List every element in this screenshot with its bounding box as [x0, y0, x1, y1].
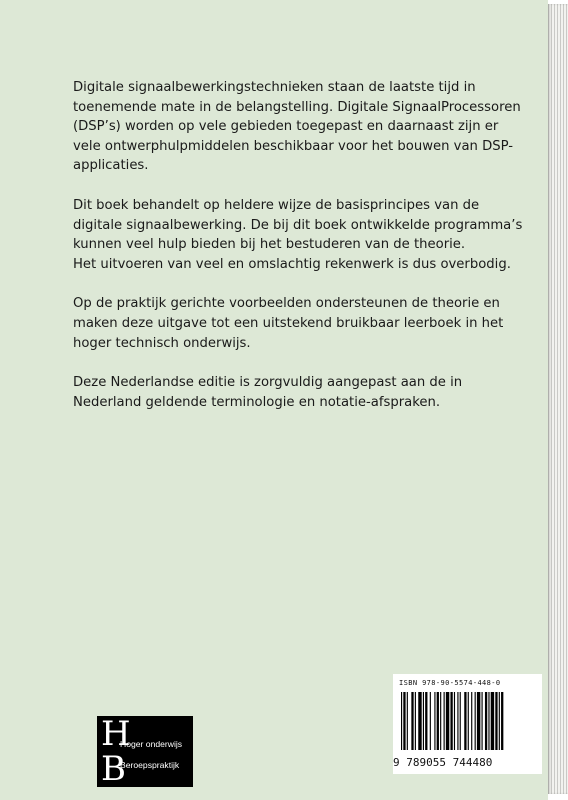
barcode-bar	[485, 692, 487, 750]
barcode-bar	[401, 692, 402, 750]
barcode-bars	[397, 692, 538, 754]
text-line: (DSP’s) worden op vele gebieden toegepast en daarnaast zijn er	[73, 119, 499, 135]
barcode-bar	[446, 692, 449, 750]
text-line: applicaties.	[73, 158, 149, 174]
text-line: maken deze uitgave tot een uitstekend bruikbaar leerboek in het	[73, 315, 504, 331]
barcode-digits: 9 789055 744480	[393, 756, 493, 769]
text-line: Nederland geldende terminologie en notatie-afspraken.	[73, 394, 441, 410]
barcode-bar	[450, 692, 452, 750]
barcode-bar	[482, 692, 483, 750]
barcode-bar	[491, 692, 494, 750]
text-line: hoger technisch onderwijs.	[73, 335, 251, 351]
text-line: toenemende mate in de belangstelling. Digitale SignaalProcessoren	[73, 99, 521, 115]
logo-line-1: Hoger onderwijs	[120, 739, 183, 749]
barcode-bar	[454, 692, 455, 750]
text-line: Op de praktijk gerichte voorbeelden ondersteunen de theorie en	[73, 296, 500, 312]
barcode-bar	[411, 692, 413, 750]
blurb-paragraph-3	[73, 294, 518, 353]
barcode-bar	[418, 692, 421, 750]
barcode-bar	[501, 692, 503, 750]
barcode-bar	[475, 692, 476, 750]
barcode-bar	[434, 692, 435, 750]
blurb-paragraph-2	[73, 196, 523, 274]
barcode-bar	[495, 692, 497, 750]
barcode-bar	[440, 692, 441, 750]
barcode-bar	[488, 692, 489, 750]
blurb-paragraph-4	[73, 373, 518, 412]
blurb-text	[73, 78, 523, 432]
barcode-bar	[403, 692, 405, 750]
barcode-bar	[444, 692, 445, 750]
barcode-bar	[477, 692, 480, 750]
barcode-bar	[430, 692, 431, 750]
barcode-bar	[468, 692, 469, 750]
blurb-paragraph-1	[73, 78, 521, 176]
page-edges	[548, 4, 568, 794]
publisher-logo	[97, 716, 193, 787]
text-line: Digitale signaalbewerkingstechnieken staan de laatste tijd in	[73, 80, 476, 95]
barcode-bar	[460, 692, 461, 750]
barcode-bar	[407, 692, 408, 750]
barcode-bar	[457, 692, 458, 750]
isbn-barcode	[393, 674, 542, 774]
text-line: kunnen veel hulp bieden bij het bestuderen van de theorie.	[73, 237, 466, 253]
text-line: vele ontwerphulpmiddelen beschikbaar voor het bouwen van DSP-	[73, 138, 514, 154]
text-line: Dit boek behandelt op heldere wijze de basisprincipes van de	[73, 197, 480, 213]
barcode-bar	[464, 692, 466, 750]
text-line: digitale signaalbewerking. De bij dit boek ontwikkelde programma’s	[73, 217, 523, 233]
barcode-bar	[425, 692, 427, 750]
logo-line-2: Beroepspraktijk	[120, 760, 180, 770]
barcode-bar	[471, 692, 472, 750]
barcode-bar	[423, 692, 424, 750]
logo-letter-h: H	[101, 714, 131, 754]
barcode-bar	[415, 692, 416, 750]
barcode-bar	[499, 692, 500, 750]
logo-letter-b: B	[101, 749, 126, 789]
text-line: Het uitvoeren van veel en omslachtig rekenwerk is dus overbodig.	[73, 256, 511, 272]
isbn-label: ISBN 978-90-5574-448-0	[399, 679, 501, 687]
barcode-bar	[437, 692, 439, 750]
text-line: Deze Nederlandse editie is zorgvuldig aangepast aan de in	[73, 375, 463, 391]
